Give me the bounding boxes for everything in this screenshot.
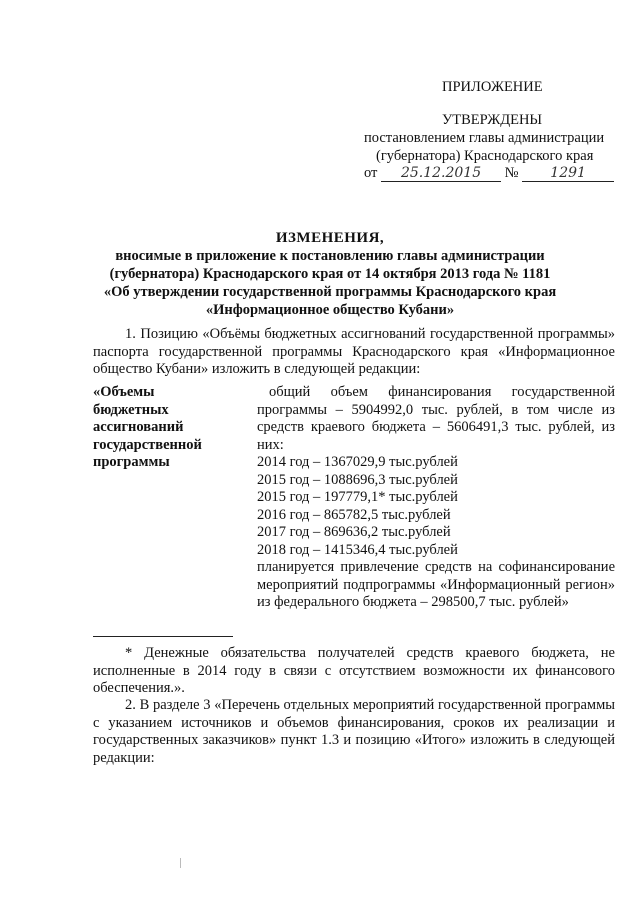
year-line: 2015 год – 1088696,3 тыс.рублей [257,471,458,488]
year-line: 2017 год – 869636,2 тыс.рублей [257,524,451,540]
paragraph-2: 2. В разделе 3 «Перечень отдельных мероприятий государственной программы с указанием источников и объемов финансирования, сроков их реализации и государственных заказчиков» пункт 1.3 и позицию «Итого» изложить в следующей редакции: [93,697,615,766]
title-line-2: (губернатора) Краснодарского края от 14 октября 2013 года № 1181 [109,266,551,282]
year-line: 2015 год – 197779,1* тыс.рублей [257,489,458,505]
year-line: 2014 год – 1367029,9 тыс.рублей [257,454,458,470]
table-left-label: «Объемы бюджетных ассигнований государственной программы [93,384,202,470]
paragraph-1: 1. Позицию «Объёмы бюджетных ассигнований государственной программы» паспорта государственной программы Краснодарского края «Информационное общество Кубани» изложить в следующей редакции: [93,326,615,377]
approved-heading: УТВЕРЖДЕНЫ [442,112,543,128]
decree-line-1: постановлением главы администрации [364,130,605,146]
date-value: 25.12.2015 [381,165,501,182]
number-value: 1291 [522,165,614,182]
title-line-3: «Об утверждении государственной программы Краснодарского края [103,284,557,300]
footnote: * Денежные обязательства получателей средств краевого бюджета, не исполненные в 2014 году в связи с отсутствием возможности их финансового обеспечения.». [93,645,615,696]
table-right-content [257,384,615,612]
from-label: от [364,165,378,181]
total-funding-text: общий объем финансирования государственной программы – 5904992,0 тыс. рублей, в том числе из средств краевого бюджета – 5606491,3 тыс. рублей, из них: [257,384,615,453]
title-main: ИЗМЕНЕНИЯ, [275,230,385,246]
federal-funding-text: планируется привлечение средств на софинансирование мероприятий подпрограммы «Информационный регион» из федерального бюджета – 298500,7 тыс. рублей» [257,559,615,610]
year-line: 2016 год – 865782,5 тыс.рублей [257,506,451,523]
year-line: 2018 год – 1415346,4 тыс.рублей [257,541,458,558]
appendix-heading: ПРИЛОЖЕНИЕ [442,79,543,95]
date-number-line [364,164,614,182]
title-line-4: «Информационное общество Кубани» [205,302,455,318]
number-label: № [504,165,519,181]
decree-line-2: (губернатора) Краснодарского края [376,148,594,164]
document-title [95,229,565,319]
footnote-divider [93,636,233,637]
scan-mark [180,858,181,868]
title-line-1: вносимые в приложение к постановлению главы администрации [115,248,545,264]
